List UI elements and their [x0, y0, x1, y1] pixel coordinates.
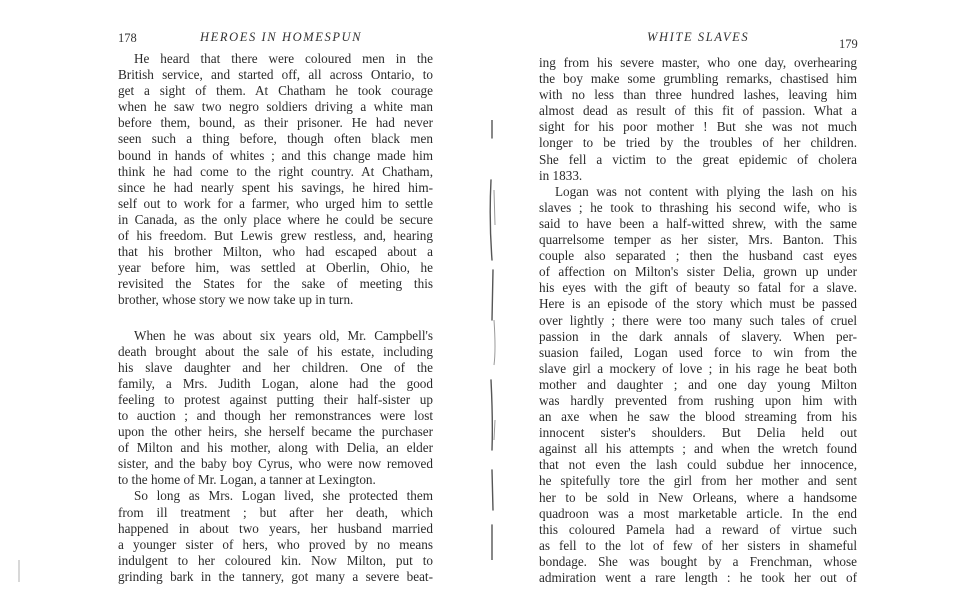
- paragraph: [539, 55, 857, 184]
- text-line: over lightly ; there were too many such tales of cruel: [539, 312, 857, 328]
- text-line: from ill treatment ; but after her death, which: [118, 504, 433, 520]
- right-page-number: 179: [839, 37, 858, 51]
- text-line: bondage. She was bought by a Frenchman, whose: [539, 553, 857, 569]
- paragraph: [118, 328, 433, 489]
- text-line: Here is an episode of the story which must be passed: [539, 296, 857, 312]
- text-line: her to be sold in New Orleans, where a handsome: [539, 489, 857, 505]
- text-line: couple also separated ; then the husband cast eyes: [539, 248, 857, 264]
- text-line: sister, and the baby boy Cyrus, who were now removed: [118, 456, 433, 472]
- text-line: mother and daughter ; and one day young Milton: [539, 376, 857, 392]
- left-page: [0, 0, 470, 608]
- paragraph: [118, 488, 433, 585]
- text-line: to auction ; and though her remonstrances were lost: [118, 407, 433, 423]
- text-line: said to have been a half-witted shrew, with the same: [539, 215, 857, 231]
- text-line: bound in hands of whites ; and this change made him: [118, 147, 433, 163]
- paragraph: [539, 184, 857, 586]
- text-line: this coloured Pamela had a reward of virtue such: [539, 521, 857, 537]
- text-line: think he had come to the right country. At Chatham,: [118, 163, 433, 179]
- text-line: that not even the lash could subdue her innocence,: [539, 457, 857, 473]
- text-line: innocent sister's shoulders. But Delia held out: [539, 425, 857, 441]
- text-line: that his brother Milton, who had escaped about a: [118, 244, 433, 260]
- text-line: of affection on Milton's sister Delia, grown up under: [539, 264, 857, 280]
- right-page-body: [539, 55, 857, 586]
- text-line: passion in the dark annals of slavery. When per-: [539, 328, 857, 344]
- text-line: of his freedom. But Lewis grew restless, and, hearing: [118, 228, 433, 244]
- text-line: He heard that there were coloured men in the: [134, 51, 433, 66]
- text-line: self out to work for a farmer, who urged him to settle: [118, 195, 433, 211]
- text-line: quarrelsome temper as her sister, Mrs. Banton. This: [539, 232, 857, 248]
- text-line: a younger sister of hers, who proved by no means: [118, 536, 433, 552]
- text-line: death brought about the sale of his estate, including: [118, 343, 433, 359]
- text-line: seen such a thing before, though often black men: [118, 131, 433, 147]
- text-line: ing from his severe master, who one day, overhearing: [539, 55, 857, 70]
- text-line: feeling to protest against putting their half-sister up: [118, 391, 433, 407]
- text-line: Logan was not content with plying the lash on his: [555, 183, 857, 199]
- text-line: sight for his poor mother ! But she was not much: [539, 119, 857, 135]
- text-line: since he had nearly spent his savings, he hired him-: [118, 179, 433, 195]
- text-line: he spitefully tore the girl from her mother and sent: [539, 473, 857, 489]
- text-line: slaves ; he took to thrashing his second wife, who is: [539, 199, 857, 215]
- text-line: as fell to the lot of few of her sisters in shameful: [539, 537, 857, 553]
- text-line: upon the other heirs, she herself became the purchaser: [118, 424, 433, 440]
- text-line: indulgent to her coloured kin. Now Milton, put to: [118, 552, 433, 568]
- text-line: with no less than three hundred lashes, leaving him: [539, 87, 857, 103]
- text-line: She fell a victim to the great epidemic of cholera: [539, 151, 857, 167]
- left-page-number: 178: [118, 31, 137, 45]
- text-line: longer to be tried by the troubles of her children.: [539, 135, 857, 151]
- text-line: When he was about six years old, Mr. Campbell's: [134, 327, 433, 343]
- text-line: family, a Mrs. Judith Logan, alone had the good: [118, 375, 433, 391]
- page-edge-mark: [18, 560, 20, 582]
- text-line: almost dead as result of this fit of passion. What a: [539, 103, 857, 119]
- text-line: year before him, was settled at Oberlin, Ohio, he: [118, 260, 433, 276]
- paragraph-gap: [118, 309, 433, 328]
- text-line: of Milton and his mother, along with Delia, an elder: [118, 440, 433, 456]
- text-line: in 1833.: [539, 167, 583, 183]
- text-line: against all his attempts ; and when the wretch found: [539, 441, 857, 457]
- text-line: get a sight of them. At Chatham he took courage: [118, 83, 433, 99]
- book-gutter-shadow: [483, 120, 501, 560]
- text-line: was hardly prevented from rushing upon him with: [539, 392, 857, 408]
- text-line: suasion failed, Logan used force to win from the: [539, 344, 857, 360]
- text-line: an axe when he saw the blood streaming from his: [539, 409, 857, 425]
- text-line: quadroon was a most marketable article. In the end: [539, 505, 857, 521]
- text-line: his slave daughter and her children. One of the: [118, 359, 433, 375]
- text-line: grinding bark in the tannery, got many a severe beat-: [118, 568, 433, 584]
- text-line: his eyes with the gift of beauty so fatal for a slave.: [539, 280, 857, 296]
- left-running-head: HEROES IN HOMESPUN: [200, 30, 363, 44]
- text-line: in Canada, as the only place where he could be secure: [118, 211, 433, 227]
- text-line: before them, bound, as their prisoner. He had never: [118, 115, 433, 131]
- text-line: British service, and started off, all across Ontario, to: [118, 67, 433, 83]
- paragraph: [118, 51, 433, 309]
- text-line: So long as Mrs. Logan lived, she protected them: [134, 488, 433, 504]
- text-line: when he saw two negro soldiers driving a white man: [118, 99, 433, 115]
- text-line: admiration went a rare length : he took her out of: [539, 570, 857, 585]
- text-line: the boy make some grumbling remarks, chastised him: [539, 71, 857, 87]
- text-line: brother, whose story we now take up in turn.: [118, 292, 354, 308]
- text-line: revisited the States for the sake of meeting this: [118, 276, 433, 292]
- text-line: slave girl a mockery of love ; in his rage he beat both: [539, 360, 857, 376]
- text-line: to the home of Mr. Logan, a tanner at Lexington.: [118, 472, 376, 488]
- right-page: [500, 0, 980, 608]
- right-running-head: WHITE SLAVES: [647, 30, 750, 44]
- text-line: happened in about two years, her husband married: [118, 520, 433, 536]
- left-page-body: [118, 51, 433, 585]
